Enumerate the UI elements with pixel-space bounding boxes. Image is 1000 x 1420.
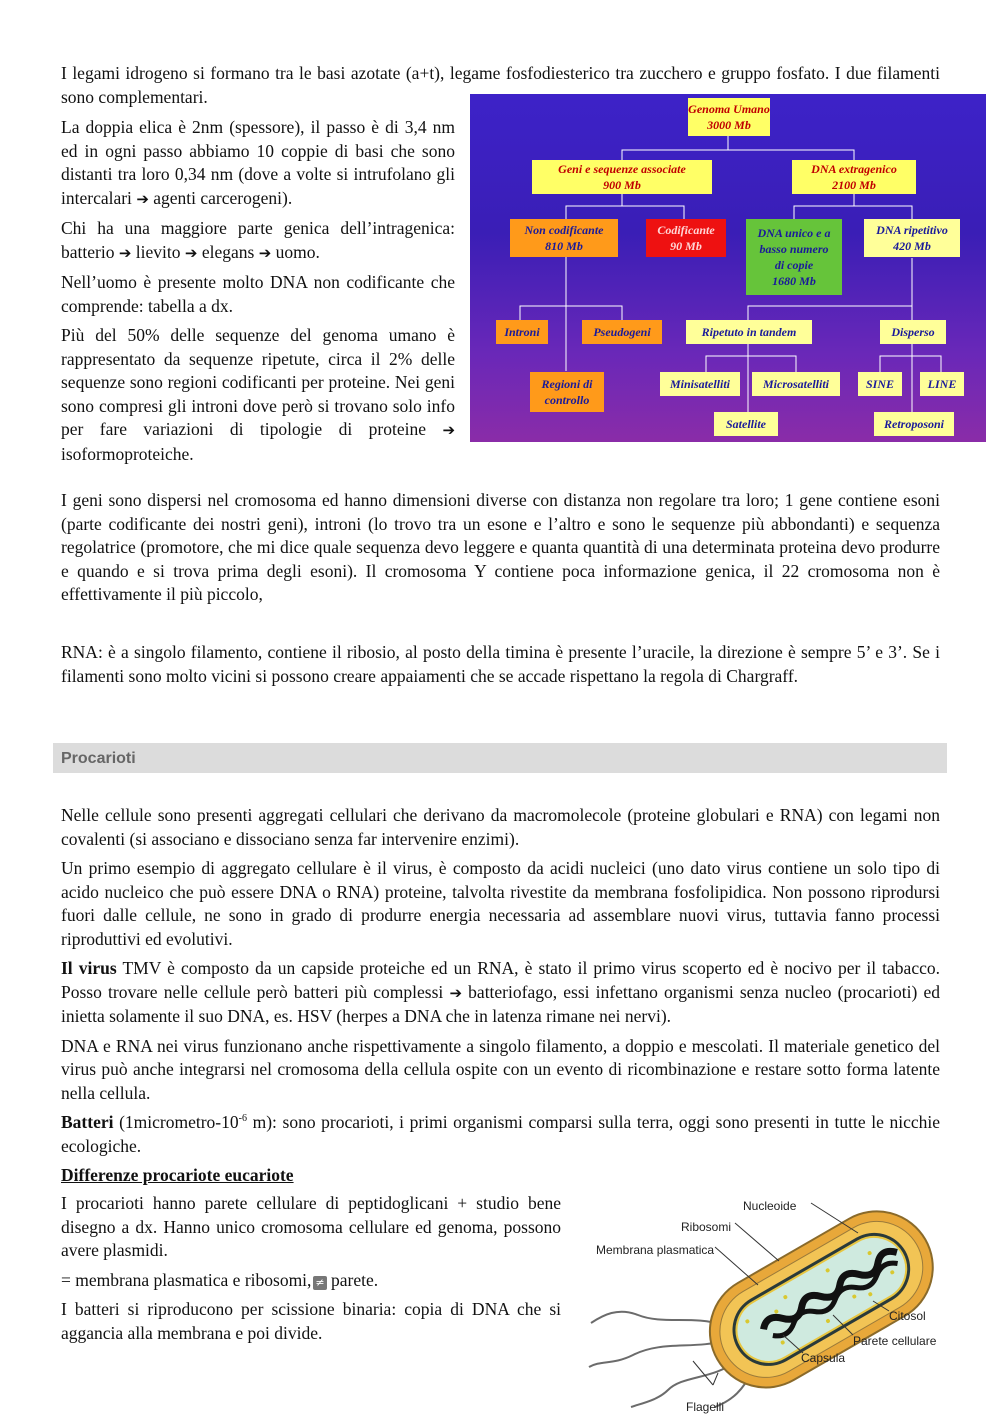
node-dna-extragenico: DNA extragenico 2100 Mb [792, 160, 916, 194]
node-ripetuto-in-tandem: Ripetuto in tandem [686, 320, 812, 344]
node-regioni-di-controllo: Regioni di controllo [530, 372, 604, 412]
node-introni: Introni [496, 320, 548, 344]
node-geni: Geni e sequenze associate 900 Mb [532, 160, 712, 194]
node-disperso: Disperso [880, 320, 946, 344]
paragraph: Più del 50% delle sequenze del genoma umano è rappresentato da sequenze ripetute, circa il 2% delle sequenze sono regioni codificanti per proteine. Nei geni sono compresi gli introni dove però si trovano solo info per fare variazioni di tipologie di proteine ➔ isoformoproteiche. [61, 325, 456, 464]
node-microsatelliti: Microsatelliti [752, 372, 840, 396]
paragraph: = membrana plasmatica e ribosomi, ≠ parete. [61, 1269, 379, 1290]
paragraph: Il virus TMV è composto da un capside proteiche ed un RNA, è stato il primo virus scoperto ed è nocivo per il tabacco. Posso trovare nelle cellule però batteri più complessi ➔ batteriofago, essi infettano organismi senza nucleo (procarioti) ed inietta solamente il suo DNA, es. HSV (herpes a DNA che in latenza rimane nei nervi). [61, 958, 941, 1026]
arrow-icon: ➔ [136, 189, 149, 208]
node-sine: SINE [858, 372, 902, 396]
section-title: Procarioti [61, 750, 136, 767]
arrow-icon: ➔ [449, 983, 463, 1002]
left-column [61, 116, 455, 472]
arrow-icon: ➔ [442, 421, 456, 439]
arrow-icon: ➔ [258, 243, 272, 262]
label-parete-cellulare: Parete cellulare [853, 1334, 937, 1348]
paragraph: DNA e RNA nei virus funzionano anche rispettivamente a singolo filamento, a doppio e mescolati. Il materiale genetico del virus può anche integrarsi nel cromosoma della cellula ospite con un evento di ricombinazione e restare sotto forma latente nella cellula. [61, 1035, 940, 1103]
node-pseudogeni: Pseudogeni [582, 320, 662, 344]
rna-paragraph [61, 641, 940, 694]
label-membrana-plasmatica: Membrana plasmatica [596, 1243, 715, 1257]
paragraph: I legami idrogeno si formano tra le basi azotate (a+t), legame fosfodiesterico tra zucchero e gruppo fosfato. I due filamenti sono complementari. [61, 63, 940, 107]
paragraph: I batteri si riproducono per scissione binaria: copia di DNA che si aggancia alla membrana e poi divide. [61, 1299, 561, 1343]
node-retroposoni: Retroposoni [874, 412, 954, 436]
subheading: Differenze procariote eucariote [61, 1165, 294, 1185]
node-genoma-umano: Genoma Umano 3000 Mb [688, 98, 770, 136]
arrow-icon: ➔ [118, 243, 132, 262]
node-line: LINE [920, 372, 964, 396]
not-equal-icon: ≠ [315, 1275, 325, 1289]
arrow-icon: ➔ [184, 243, 198, 262]
section-header [53, 743, 947, 773]
paragraph: La doppia elica è 2nm (spessore), il passo è di 3,4 nm ed in ogni passo abbiamo 10 coppie di basi che sono distanti tra loro 0,34 nm (dove a volte si intrufolano gli intercalari ➔ agenti carcerogeni). [61, 117, 455, 208]
label-citosol: Citosol [889, 1309, 926, 1323]
paragraph: Batteri ($1micrometro-10^{-6}$ m): sono procarioti, i primi organismi comparsi sulla terra, oggi sono presenti in tutte le nicchie ecologiche. [61, 1112, 940, 1156]
node-minisatelliti: Minisatelliti [660, 372, 740, 396]
node-non-codificante: Non codificante 810 Mb [510, 219, 618, 257]
paragraph: I geni sono dispersi nel cromosoma ed hanno dimensioni diverse con distanza non regolare tra loro; 1 gene contiene esoni (parte codificante dei nostri geni), introni (lo trovo tra un esone e l’altro e sono le sequenze più abbondanti) e sequenza regolatrice (promotore, che mi dice quale sequenza devo leggere e quanta quantità di una determinata proteina devo produrre e quando e si trova prima degli esoni). Il cromosoma Y contiene poca informazione genica, il 22 cromosoma non è effettivamente il più piccolo, [61, 490, 940, 604]
paragraph: Un primo esempio di aggregato cellulare è il virus, è composto da acidi nucleici (uno dato virus contiene un solo tipo di acido nucleico che può essere DNA o RNA) proteine, talvolta rivestite da membrana fosfolipidica. Non possono riprodursi fuori dalle cellule, ne sono in grado di produrre energia necessaria ad assemblare nuovi virus, tuttavia fanno processi riproduttivi ed evolutivi. [61, 858, 940, 949]
genes-paragraph [61, 489, 940, 613]
paragraph: RNA: è a singolo filamento, contiene il ribosio, al posto della timina è presente l’uracile, la direzione è sempre 5’ e 3’. Se i filamenti sono molto vicini si possono creare appaiamenti che se accade rispettano la regola di Chargraff. [61, 642, 940, 686]
paragraph: Nelle cellule sono presenti aggregati cellulari che derivano da macromolecole (proteine globulari e RNA) con legami non covalenti (si associano e dissociano senza far intervenire enzimi). [61, 805, 940, 849]
label-capsula: Capsula [801, 1351, 846, 1365]
node-dna-ripetitivo: DNA ripetitivo 420 Mb [864, 219, 960, 257]
paragraph: I procarioti hanno parete cellulare di peptidoglicani + studio bene disegno a dx. Hanno unico cromosoma cellulare ed genoma, possono avere plasmidi. [61, 1193, 561, 1260]
paragraph: Nell’uomo è presente molto DNA non codificante che comprende: tabella a dx. [61, 272, 455, 316]
differences-column [61, 1192, 561, 1351]
label-flagelli: Flagelli [686, 1400, 725, 1414]
node-dna-unico: DNA unico e a basso numero di copie 1680 Mb [746, 219, 842, 295]
label-nucleoide: Nucleoide [743, 1199, 797, 1213]
procarioti-text [61, 804, 940, 1194]
paragraph: Chi ha una maggiore parte genica dell’intragenica: batterio ➔ lievito ➔ elegans ➔ uomo. [61, 218, 455, 262]
node-satellite: Satellite [714, 412, 778, 436]
node-codificante: Codificante 90 Mb [646, 219, 726, 257]
genome-diagram [470, 94, 986, 442]
bacterium-illustration [583, 1175, 943, 1413]
label-ribosomi: Ribosomi [681, 1220, 732, 1234]
